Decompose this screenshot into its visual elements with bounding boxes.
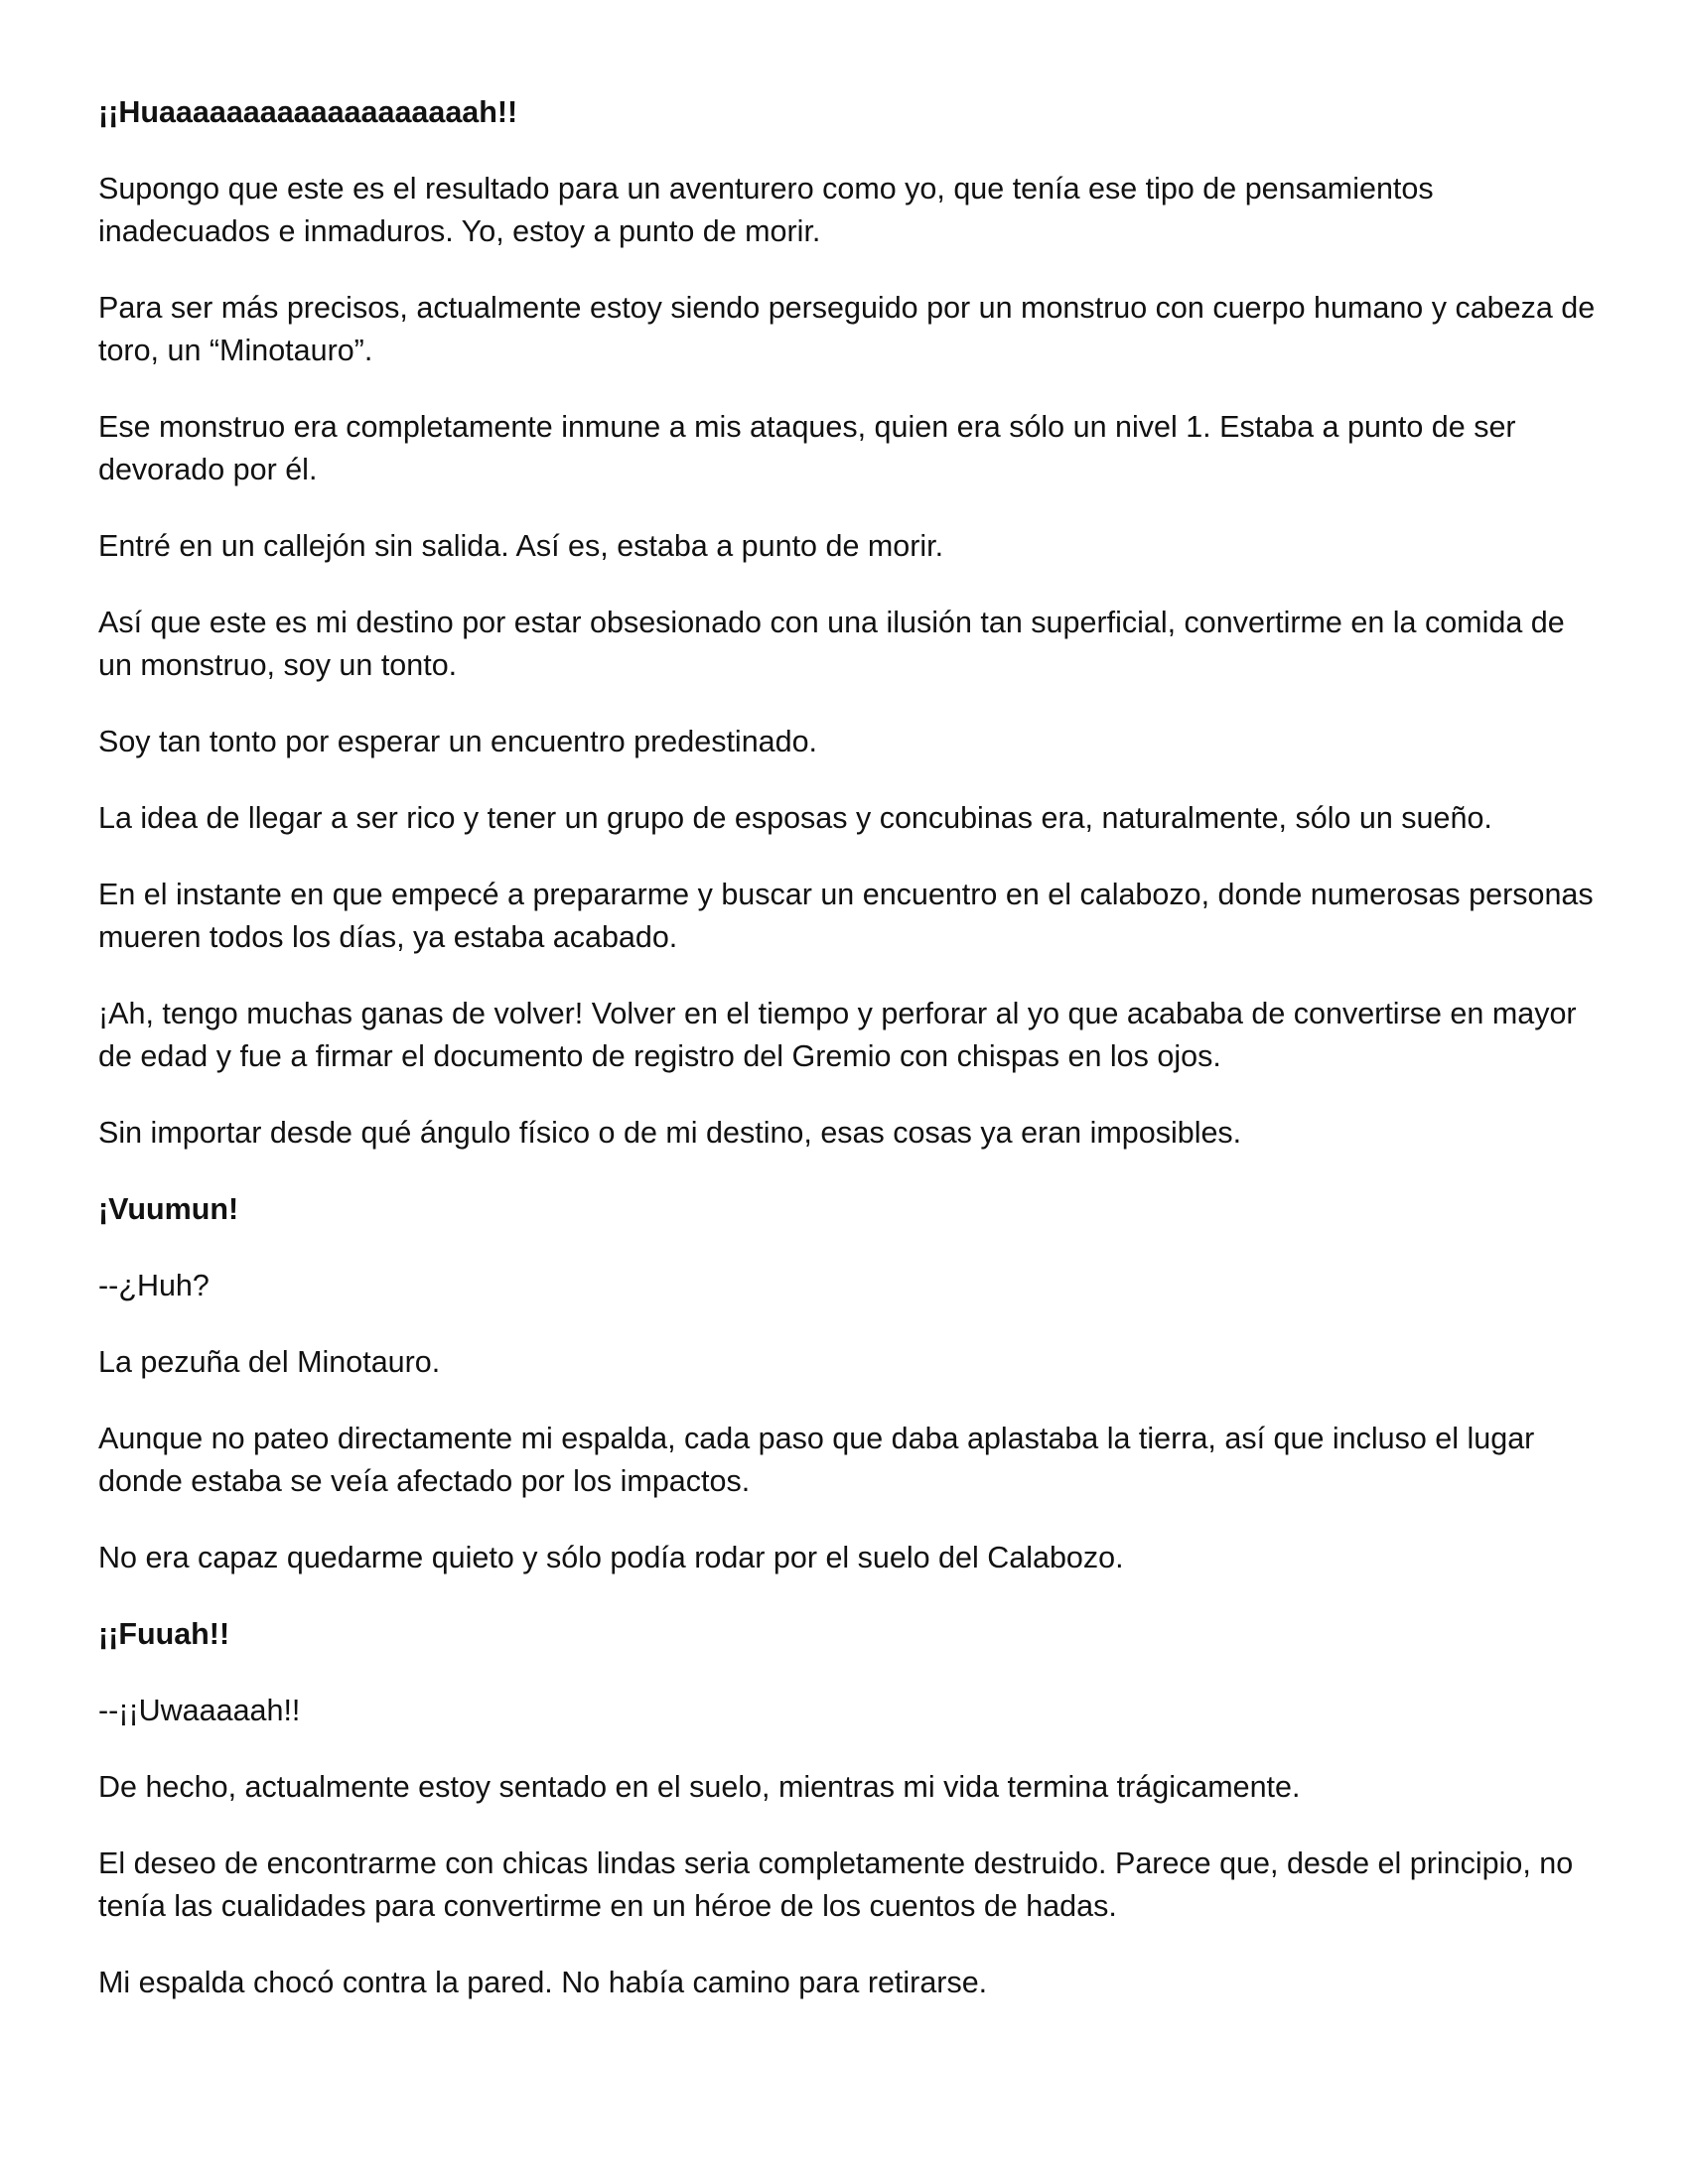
paragraph-exclamation: ¡¡Huaaaaaaaaaaaaaaaaaaah!! [98, 95, 518, 129]
paragraph: Ese monstruo era completamente inmune a mis ataques, quien era sólo un nivel 1. Estaba a punto de ser devorado por él. [98, 410, 1516, 486]
paragraph-dialogue: --¿Huh? [98, 1269, 210, 1302]
paragraph: Así que este es mi destino por estar obsesionado con una ilusión tan superficial, convertirme en la comida de un monstruo, soy un tonto. [98, 606, 1565, 682]
paragraph: Aunque no pateo directamente mi espalda, cada paso que daba aplastaba la tierra, así que incluso el lugar donde estaba se veía afectado por los impactos. [98, 1422, 1535, 1498]
paragraph-sound-effect: ¡Vuumun! [98, 1192, 239, 1226]
paragraph: Supongo que este es el resultado para un aventurero como yo, que tenía ese tipo de pensamientos inadecuados e inmaduros. Yo, estoy a punto de morir. [98, 172, 1434, 248]
paragraph: Entré en un callejón sin salida. Así es, estaba a punto de morir. [98, 529, 944, 563]
document-page [98, 91, 1603, 2038]
paragraph: De hecho, actualmente estoy sentado en el suelo, mientras mi vida termina trágicamente. [98, 1770, 1301, 1804]
paragraph: ¡Ah, tengo muchas ganas de volver! Volver en el tiempo y perforar al yo que acababa de convertirse en mayor de edad y fue a firmar el documento de registro del Gremio con chispas en los ojos. [98, 997, 1577, 1073]
paragraph-dialogue: --¡¡Uwaaaaah!! [98, 1694, 301, 1727]
paragraph-sound-effect: ¡¡Fuuah!! [98, 1617, 230, 1651]
paragraph: Para ser más precisos, actualmente estoy siendo perseguido por un monstruo con cuerpo humano y cabeza de toro, un “Minotauro”. [98, 291, 1596, 367]
paragraph: La pezuña del Minotauro. [98, 1345, 441, 1379]
paragraph: Mi espalda chocó contra la pared. No había camino para retirarse. [98, 1966, 988, 1999]
paragraph: En el instante en que empecé a prepararme y buscar un encuentro en el calabozo, donde numerosas personas mueren todos los días, ya estaba acabado. [98, 878, 1594, 954]
paragraph: La idea de llegar a ser rico y tener un grupo de esposas y concubinas era, naturalmente, sólo un sueño. [98, 801, 1492, 835]
paragraph: El deseo de encontrarme con chicas lindas seria completamente destruido. Parece que, desde el principio, no tenía las cualidades para convertirme en un héroe de los cuentos de hadas. [98, 1846, 1574, 1923]
paragraph: No era capaz quedarme quieto y sólo podía rodar por el suelo del Calabozo. [98, 1541, 1124, 1574]
paragraph: Sin importar desde qué ángulo físico o de mi destino, esas cosas ya eran imposibles. [98, 1116, 1242, 1150]
paragraph: Soy tan tonto por esperar un encuentro predestinado. [98, 725, 818, 758]
